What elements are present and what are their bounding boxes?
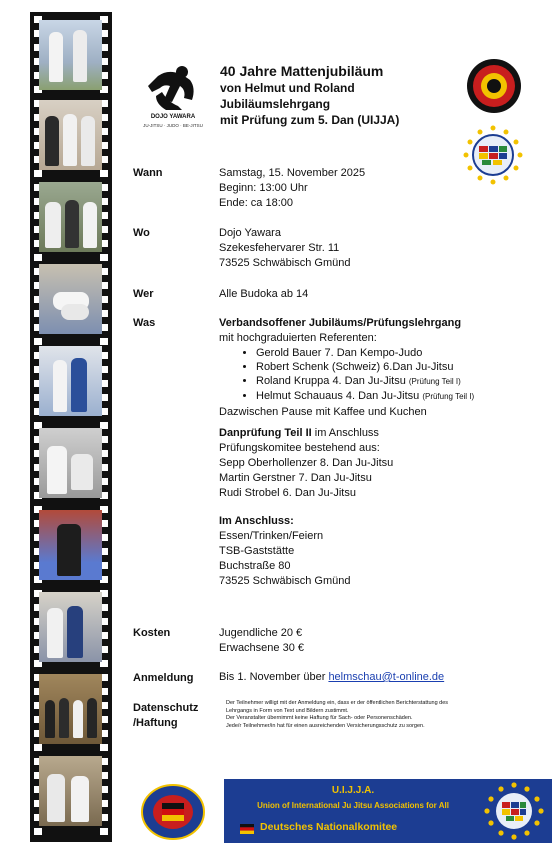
photo-frame-1 [39, 20, 102, 90]
photo-frame-3 [39, 182, 102, 252]
venue-city: 73525 Schwäbisch Gmünd [219, 257, 351, 269]
photo-frame-9 [39, 674, 102, 744]
label-wer: Wer [133, 288, 154, 300]
title-line-1: 40 Jahre Mattenjubiläum [220, 63, 384, 79]
venue-street: Szekesfehervarer Str. 11 [219, 242, 340, 254]
course-intro: mit hochgraduierten Referenten: [219, 332, 377, 344]
privacy-line: Der Veranstalter übernimmt keine Haftung für Sach- oder Personenschäden. [226, 715, 413, 721]
event-date: Samstag, 15. November 2025 [219, 167, 366, 179]
after-line: Buchstraße 80 [219, 560, 291, 572]
federation-seal-icon [466, 58, 522, 114]
committee-member: Rudi Strobel 6. Dan Ju-Jitsu [219, 487, 356, 499]
list-item: • Gerold Bauer 7. Dan Kempo-Judo [256, 346, 519, 360]
exam-line: Danprüfung Teil II im Anschluss [219, 427, 379, 439]
org-short-name: U.I.J.J.A. [331, 785, 375, 796]
star-ring-icon [481, 781, 547, 841]
german-flag-icon [240, 824, 254, 834]
photo-frame-10 [39, 756, 102, 826]
list-item: • Roland Kruppa 4. Dan Ju-Jitsu (Prüfung Teil I) [256, 374, 519, 389]
label-anmeldung: Anmeldung [133, 672, 194, 684]
logo-subtitle: JU-JITSU · JUDO · BE-JITSU [143, 123, 203, 128]
national-committee-emblem-icon [140, 783, 206, 841]
label-wo: Wo [133, 227, 150, 239]
anmeldung-details [219, 670, 444, 685]
privacy-line: Der Teilnehmer willigt mit der Anmeldung ein, dass er der öffentlichen Berichterstattung des Lehrgangs in Form von Text und Bildern zustimmt. [226, 700, 449, 714]
price-adult: Erwachsene 30 € [219, 642, 304, 654]
label-was: Was [133, 317, 156, 329]
photo-frame-5 [39, 346, 102, 416]
after-line: Essen/Trinken/Feiern [219, 530, 324, 542]
pause-note: Dazwischen Pause mit Kaffee und Kuchen [219, 406, 427, 418]
page-title [220, 62, 470, 128]
uijja-stars-emblem-icon [462, 124, 524, 186]
event-end: Ende: ca 18:00 [219, 197, 294, 209]
judoka-silhouette-icon [138, 62, 208, 114]
referent-list [219, 346, 519, 404]
event-begin: Beginn: 13:00 Uhr [219, 182, 308, 194]
wann-details [219, 166, 365, 211]
org-long-name: Union of International Ju Jitsu Associations for All [257, 801, 449, 810]
photo-frame-2 [39, 100, 102, 170]
label-wann: Wann [133, 167, 163, 179]
photo-frame-6 [39, 428, 102, 498]
title-line-4: mit Prüfung zum 5. Dan (UIJJA) [220, 113, 400, 127]
venue-name: Dojo Yawara [219, 227, 281, 239]
film-strip [30, 12, 112, 842]
privacy-line: Jede/r Teilnehmer/in hat für einen ausreichenden Versicherungsschutz zu sorgen. [226, 722, 425, 729]
label-kosten: Kosten [133, 627, 171, 639]
price-youth: Jugendliche 20 € [219, 627, 303, 639]
dojo-yawara-logo [138, 62, 208, 134]
logo-name: DOJO YAWARA [150, 114, 196, 120]
wer-text: Alle Budoka ab 14 [219, 288, 309, 300]
photo-frame-8 [39, 592, 102, 662]
registration-deadline: Bis 1. November über [219, 671, 329, 683]
wo-details [219, 226, 350, 271]
privacy-text [226, 700, 471, 730]
email-link[interactable]: helmschau@t-online.de [328, 671, 445, 683]
after-line: TSB-Gaststätte [219, 545, 295, 557]
course-heading: Verbandsoffener Jubiläums/Prüfungslehrgang [219, 317, 462, 329]
was-details [219, 316, 519, 589]
uijja-banner [224, 779, 552, 843]
committee-member: Martin Gerstner 7. Dan Ju-Jitsu [219, 472, 372, 484]
title-line-2: von Helmut und Roland [220, 81, 355, 95]
title-line-3: Jubiläumslehrgang [220, 97, 331, 111]
label-datenschutz: Datenschutz /Haftung [133, 702, 199, 729]
committee-member: Sepp Oberhollenzer 8. Dan Ju-Jitsu [219, 457, 394, 469]
kosten-details [219, 626, 304, 656]
photo-frame-7 [39, 510, 102, 580]
national-committee-label: Deutsches Nationalkomitee [260, 821, 398, 833]
committee-intro: Prüfungskomitee bestehend aus: [219, 442, 380, 454]
photo-frame-4 [39, 264, 102, 334]
after-heading: Im Anschluss: [219, 515, 294, 527]
list-item: • Robert Schenk (Schweiz) 6.Dan Ju-Jitsu [256, 360, 519, 374]
list-item: • Helmut Schauaus 4. Dan Ju-Jitsu (Prüfung Teil I) [256, 389, 519, 404]
after-line: 73525 Schwäbisch Gmünd [219, 575, 351, 587]
